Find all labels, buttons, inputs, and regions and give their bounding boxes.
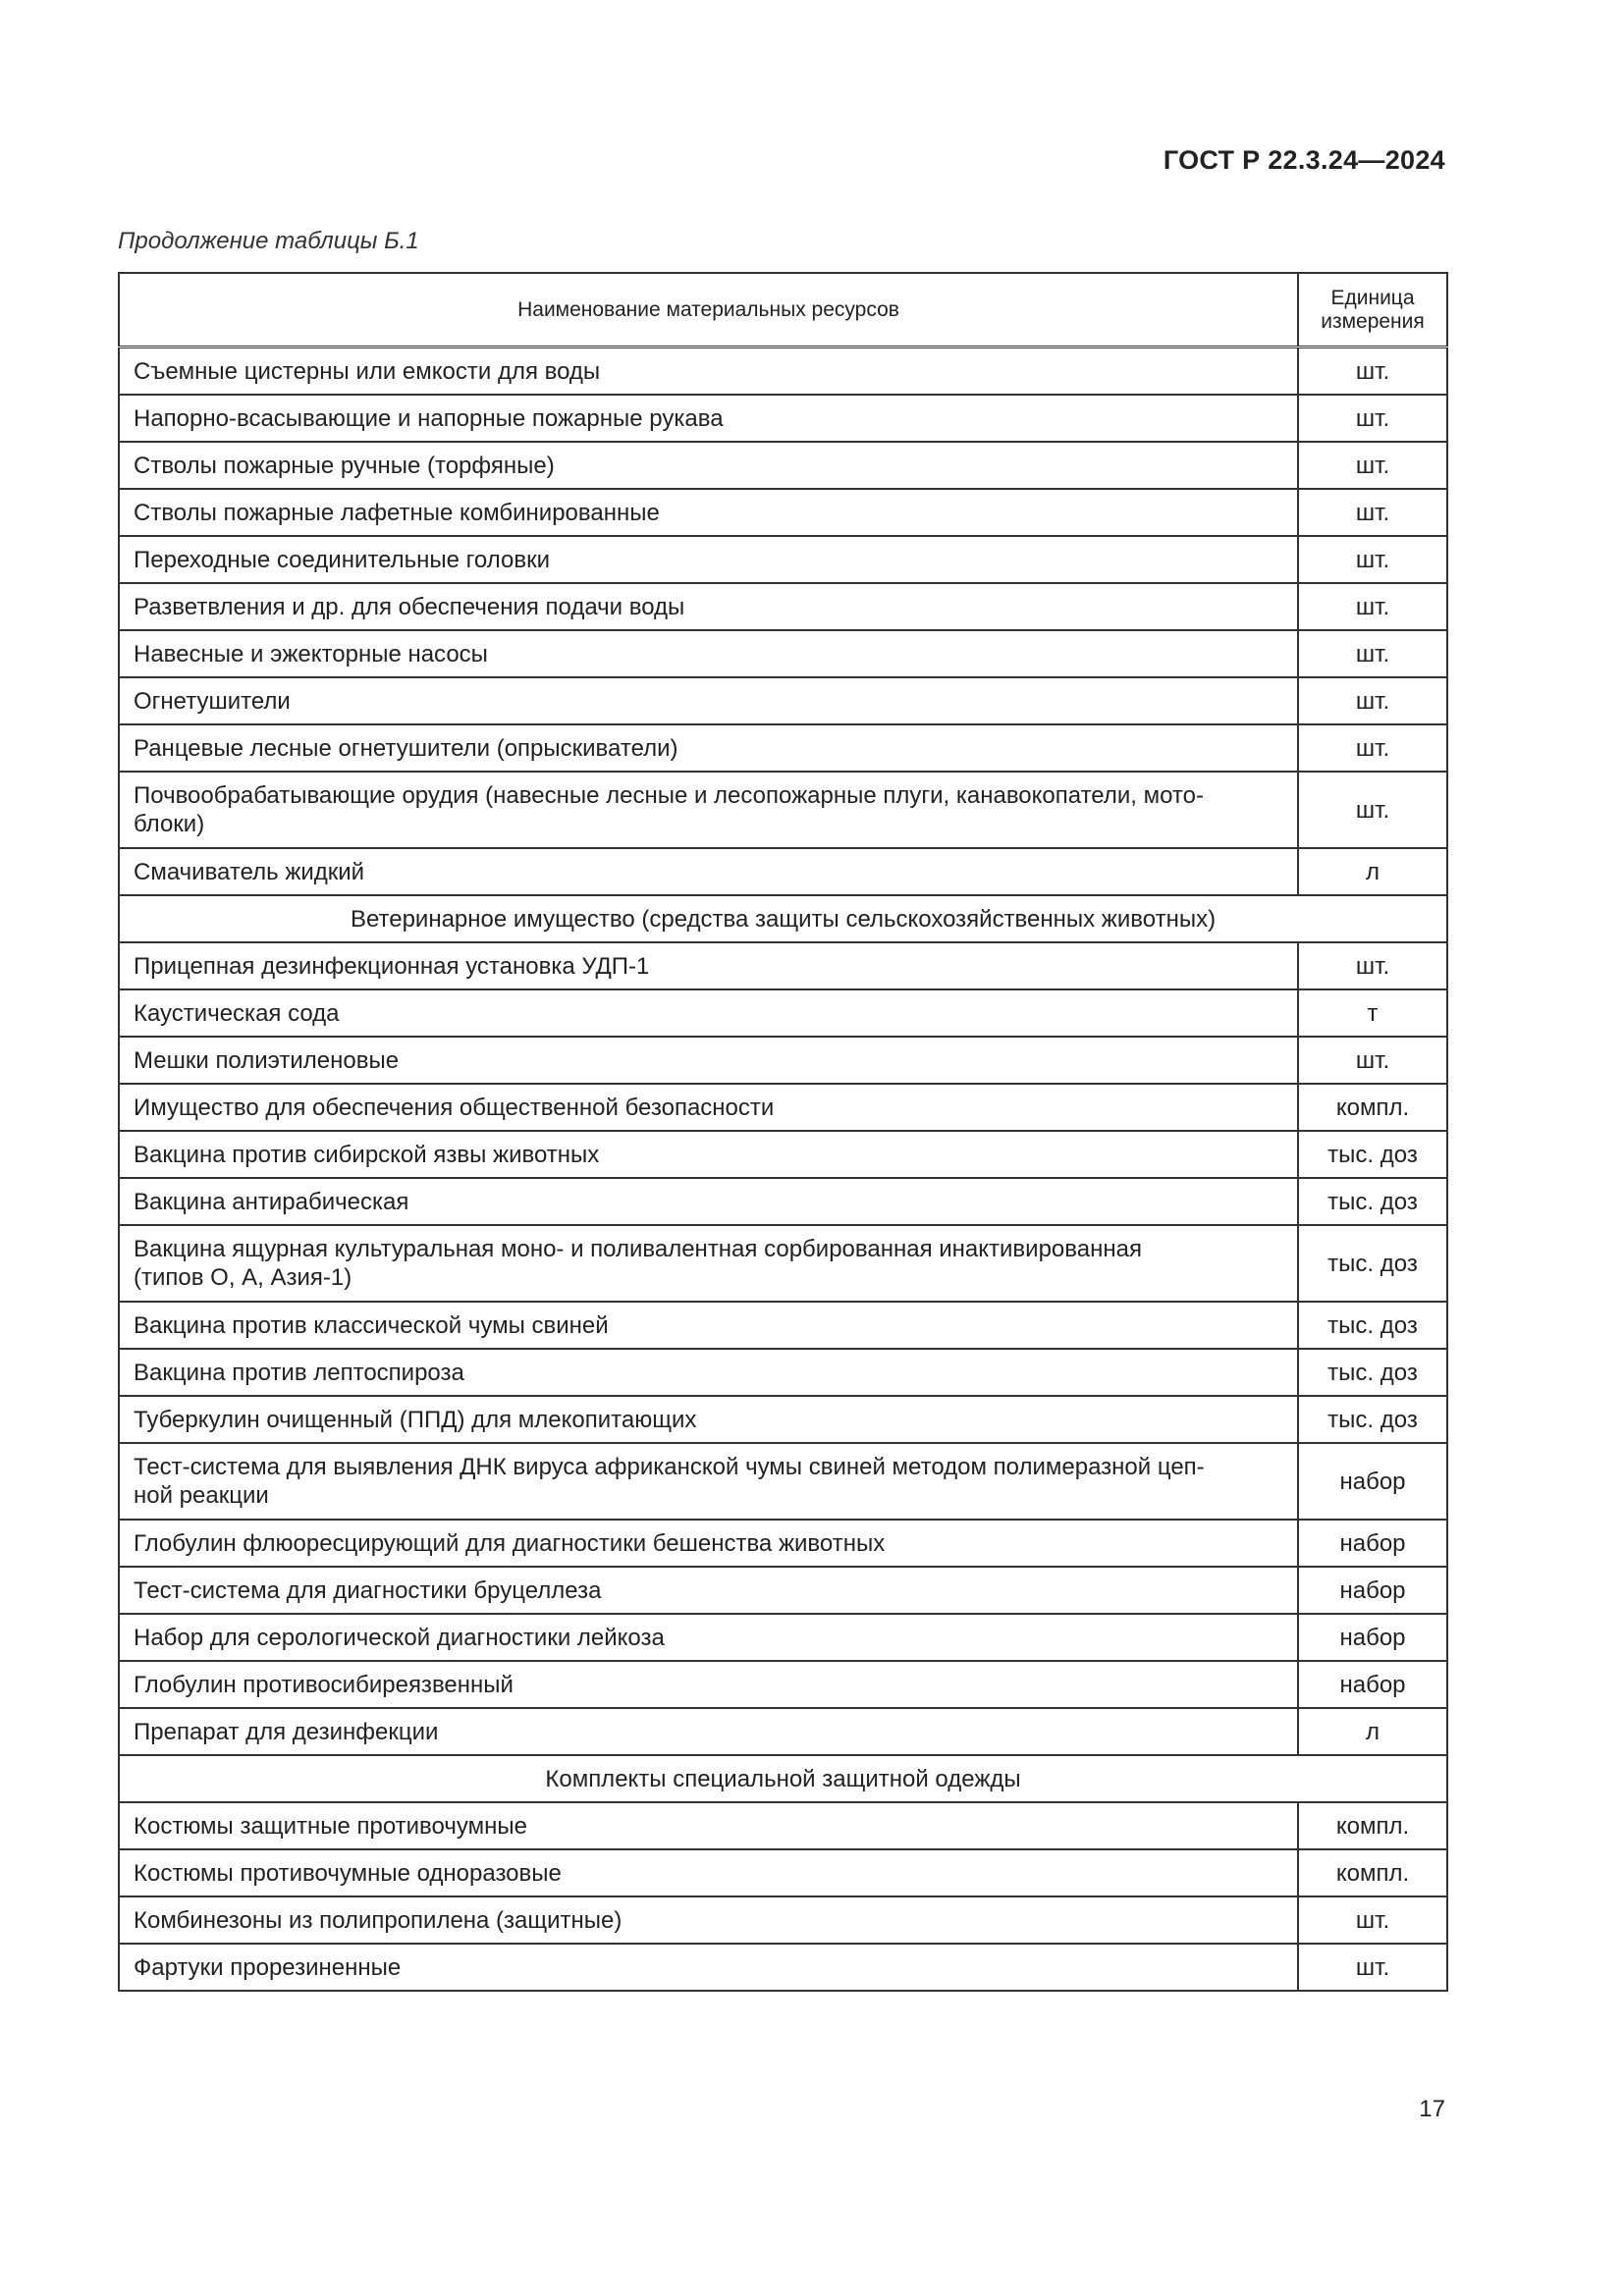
table-row	[119, 1944, 1447, 1991]
unit-cell: шт.	[1298, 630, 1447, 677]
table-section-row	[119, 1755, 1447, 1802]
resource-name: Вакцина против сибирской язвы животных	[134, 1141, 600, 1168]
resource-name-cell	[119, 1349, 1298, 1396]
column-header-unit-line2: измерения	[1321, 309, 1425, 333]
resource-name: Глобулин противосибиреязвенный	[134, 1671, 514, 1698]
table-row	[119, 489, 1447, 536]
resource-name-cell	[119, 1802, 1298, 1849]
resource-name-cell	[119, 489, 1298, 536]
resource-name-cell	[119, 1520, 1298, 1567]
table-row	[119, 583, 1447, 630]
table-row	[119, 1084, 1447, 1131]
resource-name-cell	[119, 1614, 1298, 1661]
unit-cell: шт.	[1298, 395, 1447, 442]
resource-name: Ранцевые лесные огнетушители (опрыскиватели)	[134, 734, 678, 762]
table-row	[119, 1896, 1447, 1944]
table-row	[119, 848, 1447, 895]
table-row	[119, 442, 1447, 489]
unit-cell: шт.	[1298, 772, 1447, 848]
resource-name: Тест-система для диагностики бруцеллеза	[134, 1576, 602, 1604]
table-row	[119, 1802, 1447, 1849]
resource-name-cell	[119, 536, 1298, 583]
column-header-name: Наименование материальных ресурсов	[119, 273, 1298, 347]
resource-name-cell	[119, 630, 1298, 677]
unit-cell: т	[1298, 989, 1447, 1037]
resource-name-cell	[119, 724, 1298, 772]
unit-cell: набор	[1298, 1614, 1447, 1661]
resource-name-continuation: блоки)	[134, 811, 205, 837]
table-row	[119, 536, 1447, 583]
resource-name-continuation: (типов О, А, Азия-1)	[134, 1264, 352, 1291]
unit-cell: тыс. доз	[1298, 1178, 1447, 1225]
unit-cell: компл.	[1298, 1084, 1447, 1131]
resource-name: Напорно-всасывающие и напорные пожарные рукава	[134, 404, 724, 432]
unit-cell: шт.	[1298, 1037, 1447, 1084]
unit-cell: шт.	[1298, 583, 1447, 630]
unit-cell: набор	[1298, 1520, 1447, 1567]
resource-name: Препарат для дезинфекции	[134, 1718, 439, 1745]
table-row	[119, 724, 1447, 772]
resource-name-cell	[119, 1944, 1298, 1991]
resource-name: Навесные и эжекторные насосы	[134, 640, 488, 667]
table-row	[119, 1520, 1447, 1567]
resource-name-cell	[119, 1443, 1298, 1520]
table-row	[119, 1349, 1447, 1396]
table-row	[119, 347, 1447, 396]
unit-cell: компл.	[1298, 1849, 1447, 1896]
unit-cell: шт.	[1298, 489, 1447, 536]
resource-name-cell	[119, 772, 1298, 848]
section-title: Комплекты специальной защитной одежды	[119, 1755, 1447, 1802]
resource-name-continuation: ной реакции	[134, 1482, 269, 1509]
resource-name: Переходные соединительные головки	[134, 546, 550, 573]
resource-name-cell	[119, 583, 1298, 630]
resource-name-cell	[119, 1708, 1298, 1755]
resource-name: Стволы пожарные ручные (торфяные)	[134, 452, 555, 479]
resource-name: Каустическая сода	[134, 999, 340, 1027]
resource-name-cell	[119, 442, 1298, 489]
table-row	[119, 1614, 1447, 1661]
unit-cell: тыс. доз	[1298, 1302, 1447, 1349]
unit-cell: шт.	[1298, 1896, 1447, 1944]
table-row	[119, 1443, 1447, 1520]
section-title: Ветеринарное имущество (средства защиты сельскохозяйственных животных)	[119, 895, 1447, 942]
resource-name-cell	[119, 1567, 1298, 1614]
table-body	[119, 347, 1447, 1992]
resource-name-cell	[119, 1178, 1298, 1225]
column-header-unit	[1298, 273, 1447, 347]
table-section-row	[119, 895, 1447, 942]
resource-name-cell	[119, 677, 1298, 724]
resource-name-cell	[119, 1225, 1298, 1302]
unit-cell: компл.	[1298, 1802, 1447, 1849]
resource-name-cell	[119, 1396, 1298, 1443]
unit-cell: тыс. доз	[1298, 1396, 1447, 1443]
table-row	[119, 942, 1447, 989]
resource-name: Набор для серологической диагностики лейкоза	[134, 1624, 665, 1651]
unit-cell: шт.	[1298, 536, 1447, 583]
table-row	[119, 395, 1447, 442]
resource-name-cell	[119, 1849, 1298, 1896]
resource-name: Разветвления и др. для обеспечения подачи воды	[134, 593, 685, 620]
resource-name: Смачиватель жидкий	[134, 858, 365, 885]
unit-cell: шт.	[1298, 347, 1447, 396]
resource-name: Вакцина против лептоспироза	[134, 1359, 464, 1386]
resource-name: Костюмы противочумные одноразовые	[134, 1859, 562, 1887]
resource-name-cell	[119, 1037, 1298, 1084]
table-row	[119, 1302, 1447, 1349]
resource-name-cell	[119, 1131, 1298, 1178]
resource-name: Стволы пожарные лафетные комбинированные	[134, 499, 660, 526]
table-row	[119, 1037, 1447, 1084]
document-number: ГОСТ Р 22.3.24—2024	[1163, 145, 1445, 175]
unit-cell: набор	[1298, 1567, 1447, 1614]
resource-name: Мешки полиэтиленовые	[134, 1046, 400, 1074]
resource-name: Съемные цистерны или емкости для воды	[134, 357, 601, 385]
table-row	[119, 1178, 1447, 1225]
resource-name-cell	[119, 942, 1298, 989]
resource-name: Имущество для обеспечения общественной безопасности	[134, 1094, 775, 1121]
table-row	[119, 1567, 1447, 1614]
table-row	[119, 1131, 1447, 1178]
unit-cell: тыс. доз	[1298, 1349, 1447, 1396]
table-row	[119, 1849, 1447, 1896]
resource-name: Комбинезоны из полипропилена (защитные)	[134, 1906, 623, 1934]
resource-name: Огнетушители	[134, 687, 291, 715]
unit-cell: тыс. доз	[1298, 1131, 1447, 1178]
resource-name: Вакцина ящурная культуральная моно- и поливалентная сорбированная инактивированная	[134, 1236, 1142, 1262]
table-row	[119, 772, 1447, 848]
unit-cell: л	[1298, 848, 1447, 895]
table-row	[119, 989, 1447, 1037]
table-row	[119, 1708, 1447, 1755]
resource-name-cell	[119, 989, 1298, 1037]
resource-name: Тест-система для выявления ДНК вируса африканской чумы свиней методом полимеразной цеп-	[134, 1454, 1205, 1480]
resource-name: Туберкулин очищенный (ППД) для млекопитающих	[134, 1406, 697, 1433]
resource-name: Вакцина антирабическая	[134, 1188, 409, 1215]
table-caption: Продолжение таблицы Б.1	[118, 228, 419, 254]
table-row	[119, 677, 1447, 724]
table-row	[119, 1396, 1447, 1443]
resource-name-cell	[119, 848, 1298, 895]
unit-cell: шт.	[1298, 442, 1447, 489]
resource-name: Глобулин флюоресцирующий для диагностики бешенства животных	[134, 1529, 886, 1557]
resource-name: Костюмы защитные противочумные	[134, 1812, 527, 1840]
resource-name-cell	[119, 1896, 1298, 1944]
unit-cell: шт.	[1298, 942, 1447, 989]
unit-cell: шт.	[1298, 677, 1447, 724]
resource-name: Фартуки прорезиненные	[134, 1953, 402, 1981]
table-row	[119, 1225, 1447, 1302]
resource-name: Прицепная дезинфекционная установка УДП-1	[134, 952, 650, 980]
table-row	[119, 630, 1447, 677]
unit-cell: набор	[1298, 1661, 1447, 1708]
page-number: 17	[1419, 2096, 1445, 2122]
table-row	[119, 1661, 1447, 1708]
resource-name-cell	[119, 1084, 1298, 1131]
table-header-row	[119, 273, 1447, 347]
unit-cell: тыс. доз	[1298, 1225, 1447, 1302]
resource-name: Вакцина против классической чумы свиней	[134, 1311, 609, 1339]
resource-name: Почвообрабатывающие орудия (навесные лесные и лесопожарные плуги, канавокопатели, мото-	[134, 782, 1204, 809]
column-header-unit-line1: Единица	[1330, 286, 1415, 309]
unit-cell: набор	[1298, 1443, 1447, 1520]
resources-table	[118, 272, 1448, 1992]
resource-name-cell	[119, 1661, 1298, 1708]
unit-cell: шт.	[1298, 1944, 1447, 1991]
resource-name-cell	[119, 1302, 1298, 1349]
unit-cell: л	[1298, 1708, 1447, 1755]
unit-cell: шт.	[1298, 724, 1447, 772]
resource-name-cell	[119, 347, 1298, 396]
resource-name-cell	[119, 395, 1298, 442]
